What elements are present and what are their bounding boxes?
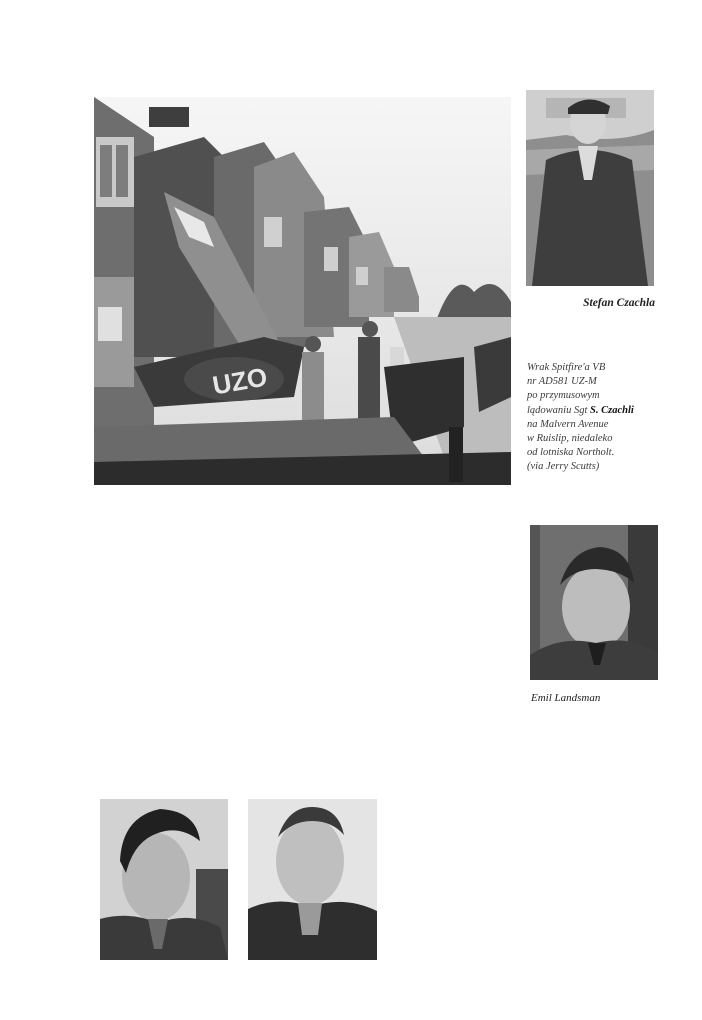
caption-emil-landsman xyxy=(531,692,600,704)
wreck-caption-line-4 xyxy=(527,404,634,418)
portrait-bottom-right-image xyxy=(248,799,377,960)
wreck-caption-line-4-prefix: lądowaniu Sgt xyxy=(527,404,591,416)
caption-stefan-czachla xyxy=(0,297,655,309)
crash-photo-image xyxy=(94,97,511,485)
wreck-caption-pilot-name: S. Czachli xyxy=(590,404,634,416)
wreck-caption xyxy=(527,361,634,475)
wreck-caption-line-6: w Ruislip, niedaleko xyxy=(527,433,613,445)
caption-czachla-text: Stefan Czachla xyxy=(583,297,655,309)
fuselage-code: UZO xyxy=(210,361,270,401)
wreck-caption-line-8: (via Jerry Scutts) xyxy=(527,461,600,473)
wreck-caption-line-2: nr AD581 UZ-M xyxy=(527,376,597,388)
wreck-caption-line-3: po przymusowym xyxy=(527,390,600,402)
crash-photo xyxy=(94,97,511,485)
portrait-stefan-czachla xyxy=(526,90,654,286)
portrait-landsman-image xyxy=(530,525,658,680)
wreck-caption-line-7: od lotniska Northolt. xyxy=(527,447,615,459)
wreck-caption-line-5: na Malvern Avenue xyxy=(527,418,609,430)
caption-landsman-text: Emil Landsman xyxy=(531,692,601,704)
portrait-bottom-left xyxy=(100,799,228,960)
portrait-czachla-image xyxy=(526,90,654,286)
portrait-bottom-left-image xyxy=(100,799,228,960)
wreck-caption-line-1: Wrak Spitfire'a VB xyxy=(527,362,606,373)
portrait-emil-landsman xyxy=(530,525,658,680)
portrait-bottom-right xyxy=(248,799,377,960)
